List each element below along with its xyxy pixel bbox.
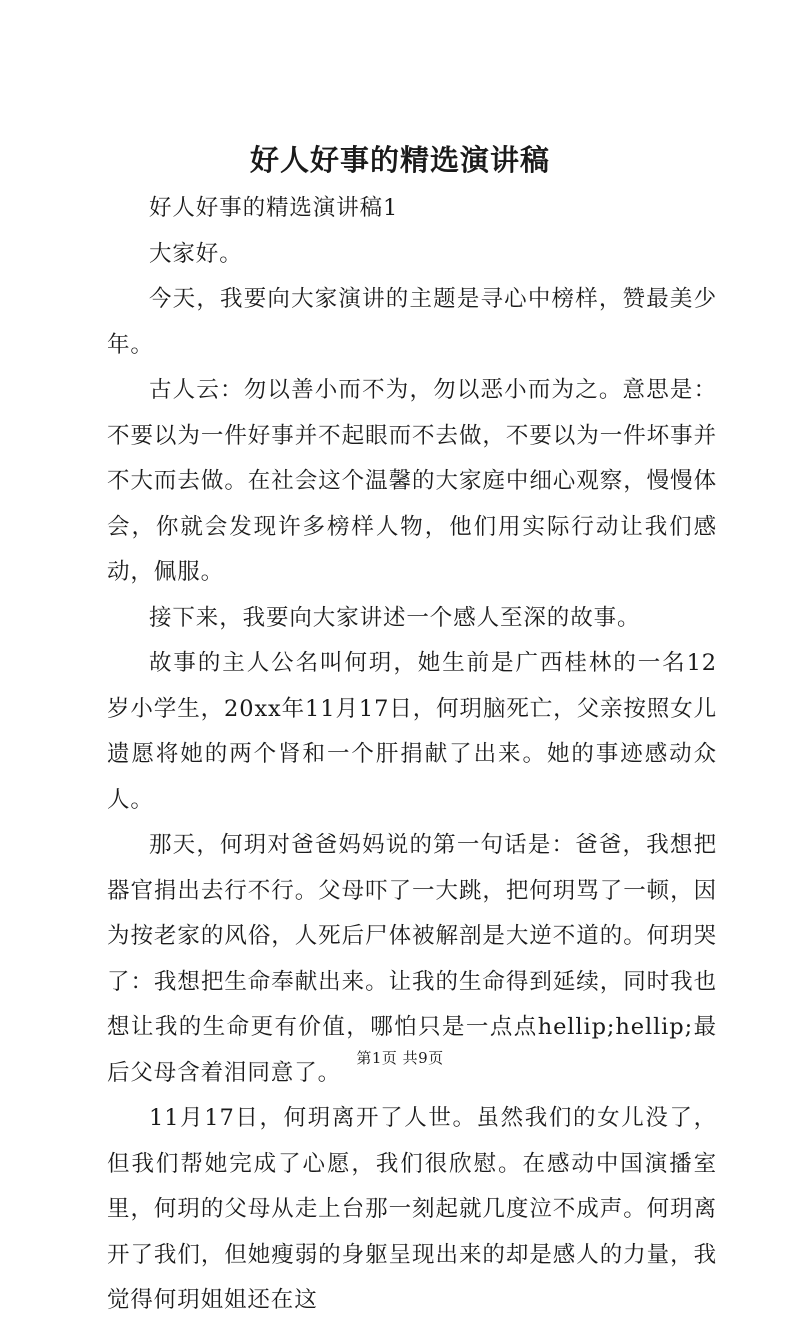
paragraph-dialogue: 那天，何玥对爸爸妈妈说的第一句话是：爸爸，我想把器官捐出去行不行。父母吓了一大跳，把何玥骂了一顿，因为按老家的风俗，人死后尸体被解剖是大逆不道的。何玥哭了：我想把生命奉献出来。让我的生命得到延续，同时我也想让我的生命更有价值，哪怕只是一点点hellip;hellip;最后父母含着泪同意了。 xyxy=(107,832,717,1086)
paragraph-ending: 11月17日，何玥离开了人世。虽然我们的女儿没了，但我们帮她完成了心愿，我们很欣慰。在感动中国演播室里，何玥的父母从走上台那一刻起就几度泣不成声。何玥离开了我们，但她瘦弱的身躯呈现出来的却是感人的力量，我觉得何玥姐姐还在这 xyxy=(107,1105,717,1313)
paragraph-topic: 今天，我要向大家演讲的主题是寻心中榜样，赞最美少年。 xyxy=(107,286,717,358)
paragraph-intro-story: 接下来，我要向大家讲述一个感人至深的故事。 xyxy=(149,604,641,631)
document-body xyxy=(107,186,717,1324)
paragraph-story: 故事的主人公名叫何玥，她生前是广西桂林的一名12岁小学生，20xx年11月17日，何玥脑死亡，父亲按照女儿遗愿将她的两个肾和一个肝捐献了出来。她的事迹感动众人。 xyxy=(107,650,717,813)
paragraph-greeting: 大家好。 xyxy=(149,240,243,267)
document-title: 好人好事的精选演讲稿 xyxy=(249,143,550,177)
paragraph-subtitle: 好人好事的精选演讲稿1 xyxy=(149,195,399,221)
paragraph-proverb: 古人云：勿以善小而不为，勿以恶小而为之。意思是：不要以为一件好事并不起眼而不去做，不要以为一件坏事并不大而去做。在社会这个温馨的大家庭中细心观察，慢慢体会，你就会发现许多榜样人物，他们用实际行动让我们感动，佩服。 xyxy=(107,377,717,585)
page-footer: 第1页 共9页 xyxy=(356,1049,444,1067)
